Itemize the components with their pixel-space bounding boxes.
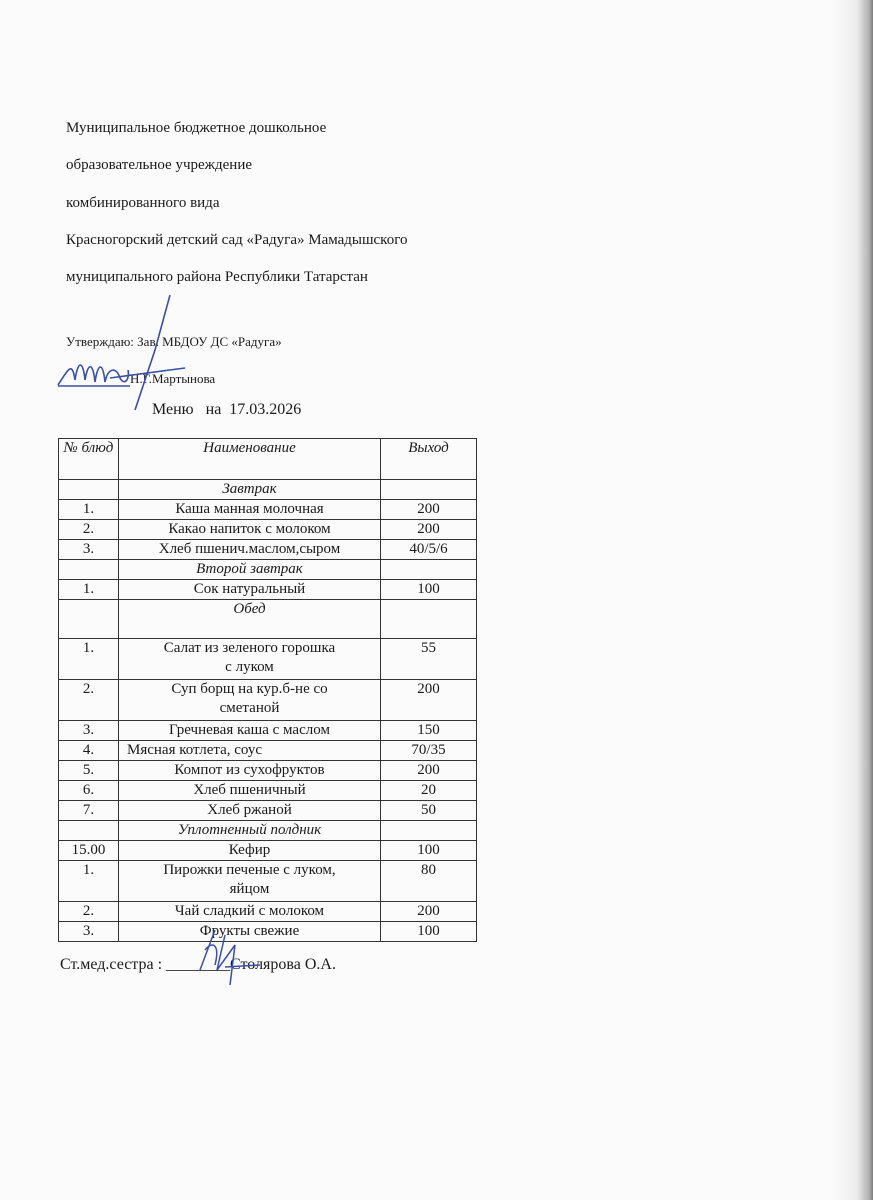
table-row (59, 520, 477, 540)
table-row (59, 781, 477, 801)
scan-edge-shadow (833, 0, 873, 1200)
section-title: Второй завтрак (119, 560, 381, 580)
cell-number (59, 560, 119, 580)
cell-number: 3. (59, 721, 119, 741)
cell-name: Суп борщ на кур.б-не со сметаной (119, 680, 381, 721)
cell-output: 80 (381, 861, 477, 902)
cell-number: 3. (59, 540, 119, 560)
cell-name: Хлеб пшенич.маслом,сыром (119, 540, 381, 560)
section-row (59, 560, 477, 580)
table-row (59, 580, 477, 600)
nurse-signature-line: Ст.мед.сестра : ________Столярова О.А. (60, 956, 336, 973)
section-title: Завтрак (119, 480, 381, 500)
cell-number: 4. (59, 741, 119, 761)
cell-name: Какао напиток с молоком (119, 520, 381, 540)
table-row (59, 902, 477, 922)
cell-output (381, 560, 477, 580)
table-row (59, 801, 477, 821)
section-row (59, 480, 477, 500)
table-row (59, 761, 477, 781)
cell-number: 15.00 (59, 841, 119, 861)
table-row (59, 841, 477, 861)
cell-name: Чай сладкий с молоком (119, 902, 381, 922)
cell-name: Хлеб пшеничный (119, 781, 381, 801)
cell-output: 55 (381, 639, 477, 680)
table-row (59, 741, 477, 761)
cell-number: 5. (59, 761, 119, 781)
cell-number (59, 821, 119, 841)
cell-name: Каша манная молочная (119, 500, 381, 520)
org-line-2: образовательное учреждение (66, 157, 253, 173)
cell-name: Фрукты свежие (119, 922, 381, 942)
cell-number: 1. (59, 580, 119, 600)
cell-output: 50 (381, 801, 477, 821)
cell-number: 1. (59, 861, 119, 902)
table-row (59, 639, 477, 680)
cell-number: 2. (59, 520, 119, 540)
menu-title: Меню на 17.03.2026 (152, 401, 302, 418)
cell-output: 20 (381, 781, 477, 801)
cell-output: 200 (381, 761, 477, 781)
org-line-4: Красногорский детский сад «Радуга» Мамадышского (66, 232, 408, 248)
table-row (59, 721, 477, 741)
cell-output: 70/35 (381, 741, 477, 761)
cell-output (381, 821, 477, 841)
section-title: Уплотненный полдник (119, 821, 381, 841)
org-line-3: комбинированного вида (66, 195, 220, 211)
table-header-row (59, 439, 477, 480)
section-row (59, 821, 477, 841)
cell-number (59, 480, 119, 500)
cell-number: 3. (59, 922, 119, 942)
cell-output: 200 (381, 520, 477, 540)
table-row (59, 861, 477, 902)
cell-output: 200 (381, 902, 477, 922)
table-row (59, 680, 477, 721)
cell-name: Сок натуральный (119, 580, 381, 600)
approval-line: Утверждаю: Зав. МБДОУ ДС «Радуга» (66, 334, 282, 349)
cell-output: 200 (381, 680, 477, 721)
cell-number: 1. (59, 500, 119, 520)
cell-name: Пирожки печеные с луком, яйцом (119, 861, 381, 902)
cell-number: 2. (59, 902, 119, 922)
cell-output (381, 600, 477, 639)
cell-number (59, 600, 119, 639)
section-row (59, 600, 477, 639)
cell-name: Мясная котлета, соус (119, 741, 381, 761)
header-name: Наименование (119, 439, 381, 480)
org-line-1: Муниципальное бюджетное дошкольное (66, 120, 327, 136)
section-title: Обед (119, 600, 381, 639)
cell-output: 100 (381, 841, 477, 861)
table-row (59, 500, 477, 520)
cell-number: 2. (59, 680, 119, 721)
header-number: № блюд (59, 439, 119, 480)
cell-name: Хлеб ржаной (119, 801, 381, 821)
cell-output: 150 (381, 721, 477, 741)
cell-name: Гречневая каша с маслом (119, 721, 381, 741)
header-output: Выход (381, 439, 477, 480)
cell-name: Компот из сухофруктов (119, 761, 381, 781)
table-row (59, 922, 477, 942)
cell-output: 200 (381, 500, 477, 520)
cell-output (381, 480, 477, 500)
table-row (59, 540, 477, 560)
cell-output: 40/5/6 (381, 540, 477, 560)
cell-number: 6. (59, 781, 119, 801)
cell-name: Салат из зеленого горошка с луком (119, 639, 381, 680)
director-name: Н.Г.Мартынова (130, 371, 216, 386)
cell-output: 100 (381, 922, 477, 942)
cell-number: 7. (59, 801, 119, 821)
cell-output: 100 (381, 580, 477, 600)
cell-number: 1. (59, 639, 119, 680)
menu-table (58, 438, 477, 942)
org-line-5: муниципального района Республики Татарстан (66, 269, 368, 285)
cell-name: Кефир (119, 841, 381, 861)
